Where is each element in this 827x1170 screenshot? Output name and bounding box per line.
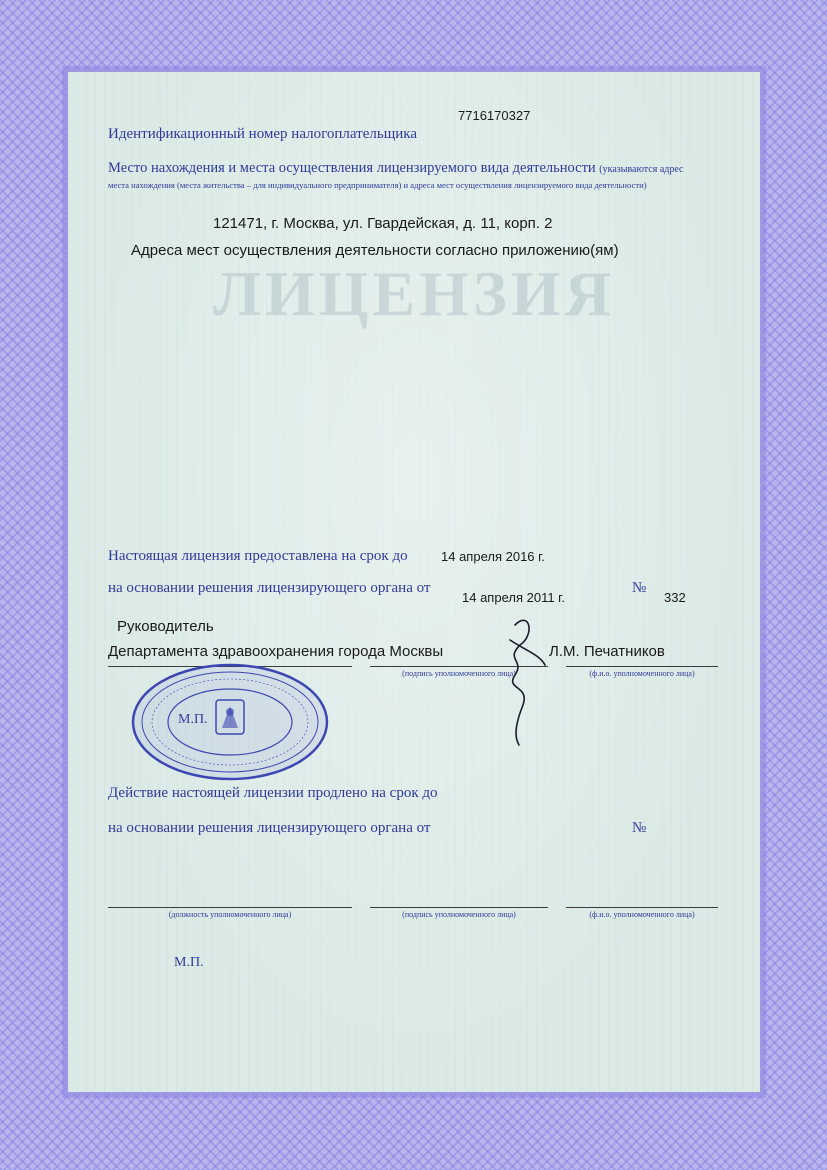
extension-signature-line xyxy=(370,907,548,908)
extension-signature-caption: (подпись уполномоченного лица) xyxy=(402,910,516,919)
official-seal xyxy=(130,662,330,782)
show-through-watermark: ЛИЦЕНЗИЯ xyxy=(213,258,615,329)
term-label: Настоящая лицензия предоставлена на срок до xyxy=(108,548,408,564)
number-sign: № xyxy=(632,580,647,596)
inn-label: Идентификационный номер налогоплательщика xyxy=(108,126,418,142)
term-value: 14 апреля 2016 г. xyxy=(441,549,545,564)
fio-caption: (ф.и.о. уполномоченного лица) xyxy=(589,669,695,678)
address-note: Адреса мест осуществления деятельности согласно приложению(ям) xyxy=(131,242,619,259)
head-title-line-1: Руководитель xyxy=(117,618,214,635)
extension-basis-label: на основании решения лицензирующего органа от xyxy=(108,820,431,836)
fio-line xyxy=(566,666,718,667)
inn-value: 7716170327 xyxy=(458,108,531,123)
extension-position-caption: (должность уполномоченного лица) xyxy=(168,910,292,919)
extension-label: Действие настоящей лицензии продлено на срок до xyxy=(108,785,438,801)
stamp-place-mark-2: М.П. xyxy=(174,955,204,970)
head-title-line-2: Департамента здравоохранения города Москвы xyxy=(108,643,444,660)
extension-fio-caption: (ф.и.о. уполномоченного лица) xyxy=(589,910,695,919)
location-label: Место нахождения и места осуществления лицензируемого вида деятельности (указываются адрес xyxy=(108,160,684,176)
extension-fio-line xyxy=(566,907,718,908)
head-name: Л.М. Печатников xyxy=(549,643,665,660)
basis-label: на основании решения лицензирующего органа от xyxy=(108,580,431,596)
basis-date: 14 апреля 2011 г. xyxy=(462,590,565,605)
handwritten-signature xyxy=(485,605,565,755)
address-value: 121471, г. Москва, ул. Гвардейская, д. 11, корп. 2 xyxy=(213,215,553,232)
location-label-note: места нахождения (места жительства – для индивидуального предпринимателя) и адреса мест осуществления лицензируемого вида деятельности) xyxy=(108,180,647,190)
signature-caption: (подпись уполномоченного лица) xyxy=(402,669,516,678)
extension-number-sign: № xyxy=(632,820,647,836)
basis-number: 332 xyxy=(664,590,686,605)
extension-position-line xyxy=(108,907,352,908)
